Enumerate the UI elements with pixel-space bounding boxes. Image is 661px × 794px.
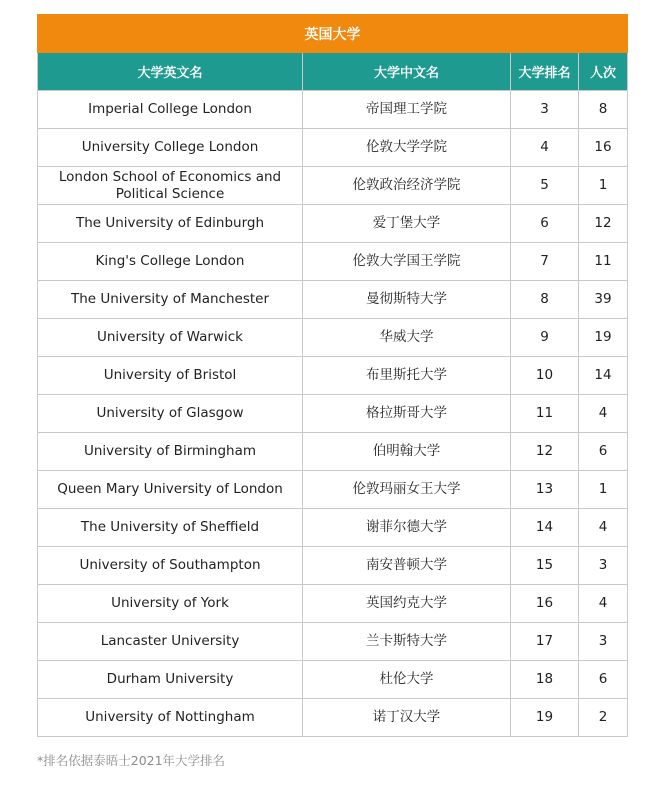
table-row	[38, 509, 628, 547]
cell-rank: 19	[511, 699, 579, 737]
header-count: 人次	[579, 53, 628, 91]
cell-english-name: University of Bristol	[38, 357, 303, 395]
table-header-row	[38, 53, 628, 91]
cell-chinese-name: 诺丁汉大学	[303, 699, 511, 737]
ranking-footnote: *排名依据泰晤士2021年大学排名	[37, 753, 226, 768]
cell-chinese-name: 兰卡斯特大学	[303, 623, 511, 661]
header-english-name: 大学英文名	[38, 53, 303, 91]
cell-chinese-name: 杜伦大学	[303, 661, 511, 699]
table-row	[38, 623, 628, 661]
cell-chinese-name: 伯明翰大学	[303, 433, 511, 471]
cell-chinese-name: 伦敦大学学院	[303, 129, 511, 167]
cell-chinese-name: 爱丁堡大学	[303, 205, 511, 243]
cell-chinese-name: 英国约克大学	[303, 585, 511, 623]
cell-rank: 4	[511, 129, 579, 167]
cell-count: 11	[579, 243, 628, 281]
cell-english-name: University College London	[38, 129, 303, 167]
table-row	[38, 319, 628, 357]
table-row	[38, 471, 628, 509]
header-chinese-name: 大学中文名	[303, 53, 511, 91]
cell-english-name: Queen Mary University of London	[38, 471, 303, 509]
cell-rank: 3	[511, 91, 579, 129]
cell-rank: 6	[511, 205, 579, 243]
cell-count: 16	[579, 129, 628, 167]
cell-english-name: The University of Sheffield	[38, 509, 303, 547]
cell-chinese-name: 伦敦玛丽女王大学	[303, 471, 511, 509]
cell-english-name: Imperial College London	[38, 91, 303, 129]
cell-english-name: Durham University	[38, 661, 303, 699]
cell-count: 2	[579, 699, 628, 737]
cell-chinese-name: 伦敦大学国王学院	[303, 243, 511, 281]
cell-chinese-name: 南安普顿大学	[303, 547, 511, 585]
cell-chinese-name: 华威大学	[303, 319, 511, 357]
cell-rank: 11	[511, 395, 579, 433]
cell-count: 3	[579, 547, 628, 585]
cell-english-name: London School of Economics and Political Science	[38, 167, 303, 205]
cell-english-name: University of Nottingham	[38, 699, 303, 737]
cell-rank: 8	[511, 281, 579, 319]
cell-rank: 14	[511, 509, 579, 547]
cell-rank: 12	[511, 433, 579, 471]
table-row	[38, 205, 628, 243]
cell-rank: 17	[511, 623, 579, 661]
cell-english-name: University of Glasgow	[38, 395, 303, 433]
cell-english-name: University of Warwick	[38, 319, 303, 357]
table-row	[38, 547, 628, 585]
cell-english-name: The University of Manchester	[38, 281, 303, 319]
cell-chinese-name: 帝国理工学院	[303, 91, 511, 129]
cell-english-name: Lancaster University	[38, 623, 303, 661]
cell-count: 8	[579, 91, 628, 129]
cell-count: 6	[579, 661, 628, 699]
cell-count: 14	[579, 357, 628, 395]
cell-rank: 10	[511, 357, 579, 395]
table-row	[38, 243, 628, 281]
university-ranking-table	[37, 14, 628, 737]
cell-chinese-name: 格拉斯哥大学	[303, 395, 511, 433]
cell-rank: 13	[511, 471, 579, 509]
cell-rank: 16	[511, 585, 579, 623]
cell-chinese-name: 布里斯托大学	[303, 357, 511, 395]
cell-count: 19	[579, 319, 628, 357]
cell-count: 4	[579, 585, 628, 623]
cell-english-name: The University of Edinburgh	[38, 205, 303, 243]
cell-count: 1	[579, 167, 628, 205]
table-row	[38, 357, 628, 395]
cell-rank: 5	[511, 167, 579, 205]
table-row	[38, 91, 628, 129]
table-title: 英国大学	[38, 15, 628, 53]
cell-rank: 15	[511, 547, 579, 585]
table-row	[38, 699, 628, 737]
table-row	[38, 395, 628, 433]
table-title-row	[38, 15, 628, 53]
cell-count: 6	[579, 433, 628, 471]
table-row	[38, 129, 628, 167]
cell-english-name: University of York	[38, 585, 303, 623]
table-row	[38, 281, 628, 319]
cell-count: 12	[579, 205, 628, 243]
table-row	[38, 433, 628, 471]
cell-english-name: University of Southampton	[38, 547, 303, 585]
cell-rank: 9	[511, 319, 579, 357]
cell-english-name: King's College London	[38, 243, 303, 281]
table-row	[38, 167, 628, 205]
cell-chinese-name: 谢菲尔德大学	[303, 509, 511, 547]
cell-count: 39	[579, 281, 628, 319]
cell-english-name: University of Birmingham	[38, 433, 303, 471]
university-table-container	[37, 14, 627, 737]
cell-count: 4	[579, 509, 628, 547]
cell-count: 1	[579, 471, 628, 509]
table-row	[38, 585, 628, 623]
cell-count: 4	[579, 395, 628, 433]
cell-rank: 7	[511, 243, 579, 281]
table-row	[38, 661, 628, 699]
table-body	[38, 91, 628, 737]
cell-count: 3	[579, 623, 628, 661]
cell-chinese-name: 曼彻斯特大学	[303, 281, 511, 319]
cell-rank: 18	[511, 661, 579, 699]
cell-chinese-name: 伦敦政治经济学院	[303, 167, 511, 205]
header-rank: 大学排名	[511, 53, 579, 91]
